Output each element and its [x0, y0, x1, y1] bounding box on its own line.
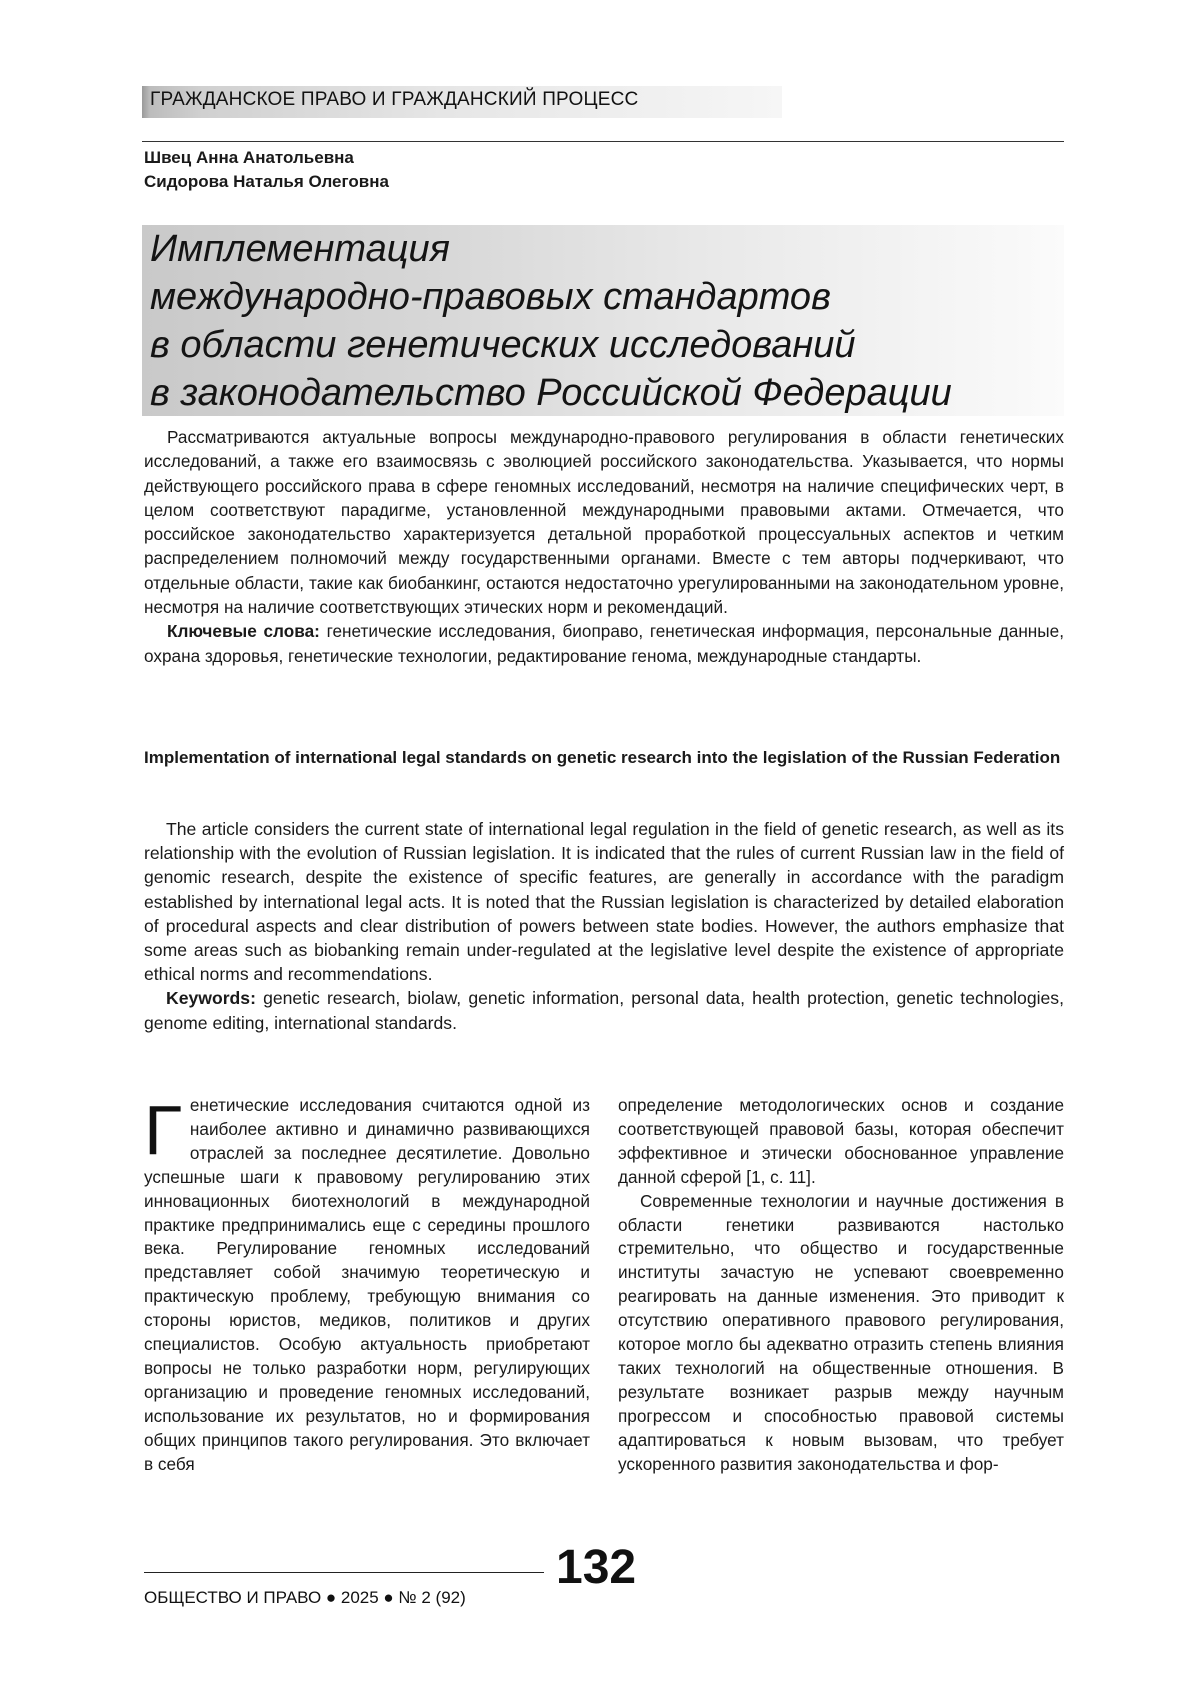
keywords-ru-text: генетические исследования, биоправо, генетическая информация, персональные данные, охрана здоровья, генетические технологии, редактирование генома, международные стандарты.: [144, 621, 1064, 665]
body-paragraph: [144, 1094, 590, 1477]
body-paragraph: определение методологических основ и создание соответствующей правовой базы, которая обеспечит эффективное и этически обоснованное управление данной сферой [1, с. 11].: [618, 1094, 1064, 1190]
journal-info: ОБЩЕСТВО И ПРАВО ● 2025 ● № 2 (92): [144, 1588, 466, 1608]
page-number: 132: [556, 1540, 636, 1595]
keywords-ru: [144, 619, 1064, 668]
abstract-ru: [144, 425, 1064, 668]
body-paragraph: Современные технологии и научные достижения в области генетики развиваются настолько стремительно, что общество и государственные институты зачастую не успевают своевременно реагировать на данные изменения. Это приводит к отсутствию оперативного правового регулирования, которое могло бы адекватно отразить степень влияния таких технологий на общественные отношения. В результате возникает разрыв между научным прогрессом и способностью правовой системы адаптироваться к новым вызовам, что требует ускоренного развития законодательства и фор-: [618, 1190, 1064, 1477]
header-divider: [142, 141, 1064, 142]
body-paragraph-text: енетические исследования считаются одной из наиболее активно и динамично развивающихся отраслей за последнее десятилетие. Довольно успешные шаги к правовому регулированию этих инновационных биотехнологий в международной практике предпринимались еще с середины прошлого века. Регулирование геномных исследований представляет собой значимую теоретическую и практическую проблему, требующую внимания со стороны юристов, медиков, политиков и других специалистов. Особую актуальность приобретают вопросы не только разработки норм, регулирующих организацию и проведение геномных исследований, использование их результатов, но и формирования общих принципов такого регулирования. Это включает в себя: [144, 1095, 590, 1474]
section-title: ГРАЖДАНСКОЕ ПРАВО И ГРАЖДАНСКИЙ ПРОЦЕСС: [150, 89, 638, 111]
keywords-en-text: genetic research, biolaw, genetic information, personal data, health protection, genetic technologies, genome editing, international standards.: [144, 988, 1064, 1032]
body-left-column: [144, 1094, 590, 1477]
body-right-column: [618, 1094, 1064, 1477]
abstract-en: [144, 817, 1064, 1035]
article-title-line-3: в области генетических исследований: [150, 324, 856, 367]
author-1: Швец Анна Анатольевна: [144, 148, 354, 168]
english-title: Implementation of international legal standards on genetic research into the legislation of the Russian Federation: [144, 746, 1064, 770]
author-2: Сидорова Наталья Олеговна: [144, 172, 389, 192]
keywords-ru-label: Ключевые слова:: [167, 621, 320, 641]
article-title-line-4: в законодательство Российской Федерации: [150, 372, 952, 415]
abstract-en-text: The article considers the current state of international legal regulation in the field of genetic research, as well as its relationship with the evolution of Russian legislation. It is indicated that the rules of current Russian law in the field of genomic research, despite the existence of specific features, are generally in accordance with the paradigm established by international legal acts. It is noted that the Russian legislation is characterized by detailed elaboration of procedural aspects and clear distribution of powers between state bodies. However, the authors emphasize that some areas such as biobanking remain under-regulated at the legislative level despite the existence of appropriate ethical norms and recommendations.: [144, 817, 1064, 986]
drop-cap: Г: [144, 1098, 182, 1162]
article-title-line-1: Имплементация: [150, 228, 450, 271]
footer-divider: [144, 1572, 544, 1573]
abstract-ru-text: Рассматриваются актуальные вопросы международно-правового регулирования в области генетических исследований, а также его взаимосвязь с эволюцией российского законодательства. Указывается, что нормы действующего российского права в сфере геномных исследований, несмотря на наличие специфических черт, в целом соответствуют парадигме, установленной международными правовыми актами. Отмечается, что российское законодательство характеризуется детальной проработкой процессуальных аспектов и четким распределением полномочий между государственными органами. Вместе с тем авторы подчеркивают, что отдельные области, такие как биобанкинг, остаются недостаточно урегулированными на законодательном уровне, несмотря на наличие соответствующих этических норм и рекомендаций.: [144, 425, 1064, 619]
article-title-line-2: международно-правовых стандартов: [150, 276, 831, 319]
keywords-en-label: Keywords:: [166, 988, 256, 1008]
keywords-en: [144, 986, 1064, 1034]
